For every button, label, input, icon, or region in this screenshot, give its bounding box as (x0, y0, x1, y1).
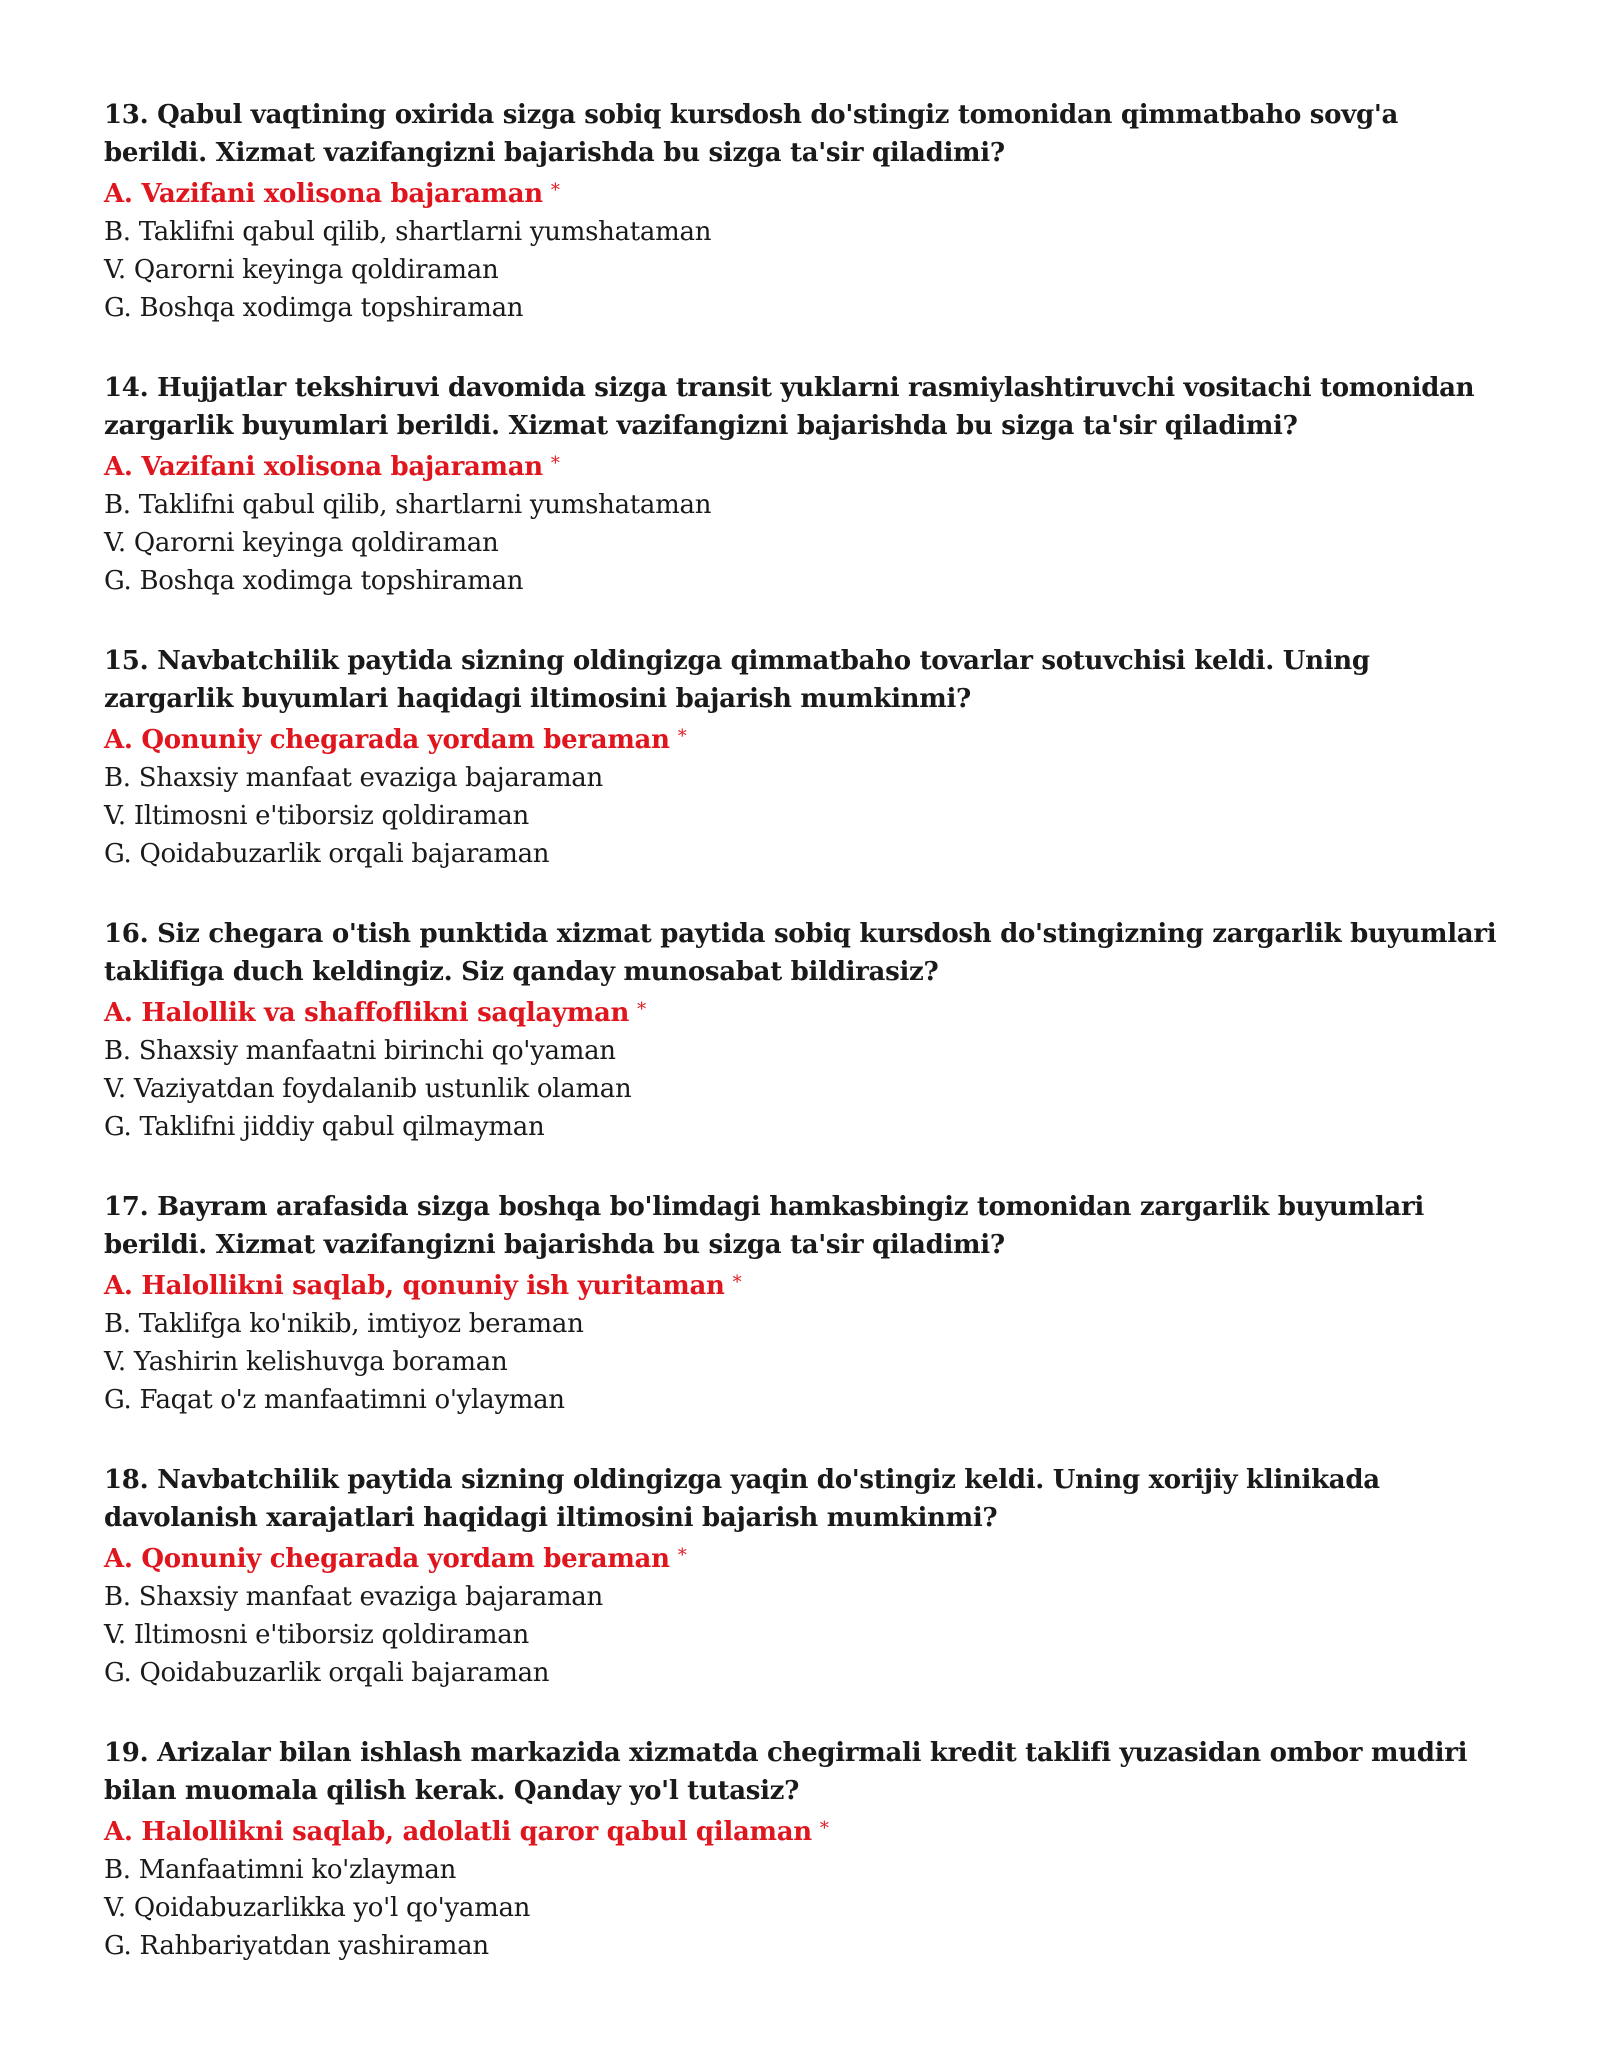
option-g: G. Boshqa xodimga topshiraman (104, 293, 524, 323)
question-text: 19. Arizalar bilan ishlash markazida xizmatda chegirmali kredit taklifi yuzasidan ombor mudiri bilan muomala qilish kerak. Qanday yo'l tutasiz? (104, 1738, 1468, 1806)
question-list (104, 96, 1504, 2007)
option-g: G. Rahbariyatdan yashiraman (104, 1931, 489, 1961)
option-v: V. Yashirin kelishuvga boraman (104, 1347, 508, 1377)
option-list (104, 172, 1504, 327)
question-15 (104, 642, 1504, 873)
option-list (104, 1537, 1504, 1692)
option-v: V. Iltimosni e'tiborsiz qoldiraman (104, 1620, 529, 1650)
option-a-correct (104, 718, 1504, 759)
option-a-correct (104, 1810, 1504, 1851)
option-v: V. Iltimosni e'tiborsiz qoldiraman (104, 801, 529, 831)
option-a-correct (104, 172, 1504, 213)
question-text: 15. Navbatchilik paytida sizning oldingizga qimmatbaho tovarlar sotuvchisi keldi. Uning zargarlik buyumlari haqidagi iltimosini bajarish mumkinmi? (104, 646, 1370, 714)
option-v: V. Qarorni keyinga qoldiraman (104, 528, 499, 558)
correct-answer-mark: * (637, 999, 646, 1020)
question-text: 17. Bayram arafasida sizga boshqa bo'limdagi hamkasbingiz tomonidan zargarlik buyumlari berildi. Xizmat vazifangizni bajarishda bu sizga ta'sir qiladimi? (104, 1192, 1424, 1260)
option-g: G. Taklifni jiddiy qabul qilmayman (104, 1112, 545, 1142)
question-13 (104, 96, 1504, 327)
option-a-correct (104, 445, 1504, 486)
option-label: A. Halollikni saqlab, qonuniy ish yuritaman (104, 1271, 725, 1301)
correct-answer-mark: * (550, 453, 560, 474)
option-a-correct (104, 991, 1504, 1032)
option-label: A. Halollikni saqlab, adolatli qaror qabul qilaman (104, 1817, 812, 1847)
option-list (104, 1810, 1504, 1965)
option-label: A. Halollik va shaffoflikni saqlayman (104, 998, 630, 1028)
question-text: 14. Hujjatlar tekshiruvi davomida sizga transit yuklarni rasmiylashtiruvchi vositachi tomonidan zargarlik buyumlari berildi. Xizmat vazifangizni bajarishda bu sizga ta'sir qiladimi? (104, 373, 1475, 441)
question-19 (104, 1734, 1504, 1965)
option-list (104, 445, 1504, 600)
question-17 (104, 1188, 1504, 1419)
option-g: G. Boshqa xodimga topshiraman (104, 566, 524, 596)
option-b: B. Manfaatimni ko'zlayman (104, 1855, 457, 1885)
option-b: B. Taklifni qabul qilib, shartlarni yumshataman (104, 217, 712, 247)
option-list (104, 1264, 1504, 1419)
option-label: A. Vazifani xolisona bajaraman (104, 452, 543, 482)
option-g: G. Qoidabuzarlik orqali bajaraman (104, 1658, 550, 1688)
question-18 (104, 1461, 1504, 1692)
correct-answer-mark: * (677, 1545, 687, 1566)
option-b: B. Shaxsiy manfaat evaziga bajaraman (104, 1582, 603, 1612)
correct-answer-mark: * (677, 726, 687, 747)
option-b: B. Shaxsiy manfaatni birinchi qo'yaman (104, 1036, 616, 1066)
correct-answer-mark: * (550, 180, 560, 201)
option-b: B. Taklifni qabul qilib, shartlarni yumshataman (104, 490, 712, 520)
question-14 (104, 369, 1504, 600)
correct-answer-mark: * (732, 1272, 742, 1293)
option-a-correct (104, 1264, 1504, 1305)
option-v: V. Qoidabuzarlikka yo'l qo'yaman (104, 1893, 531, 1923)
option-g: G. Faqat o'z manfaatimni o'ylayman (104, 1385, 565, 1415)
question-16 (104, 915, 1504, 1146)
option-a-correct (104, 1537, 1504, 1578)
option-b: B. Shaxsiy manfaat evaziga bajaraman (104, 763, 603, 793)
question-text: 16. Siz chegara o'tish punktida xizmat paytida sobiq kursdosh do'stingizning zargarlik buyumlari taklifiga duch keldingiz. Siz qanday munosabat bildirasiz? (104, 919, 1497, 987)
option-v: V. Qarorni keyinga qoldiraman (104, 255, 499, 285)
option-label: A. Vazifani xolisona bajaraman (104, 179, 543, 209)
option-list (104, 718, 1504, 873)
option-v: V. Vaziyatdan foydalanib ustunlik olaman (104, 1074, 632, 1104)
option-b: B. Taklifga ko'nikib, imtiyoz beraman (104, 1309, 584, 1339)
correct-answer-mark: * (819, 1818, 829, 1839)
option-label: A. Qonuniy chegarada yordam beraman (104, 725, 670, 755)
option-g: G. Qoidabuzarlik orqali bajaraman (104, 839, 550, 869)
question-text: 18. Navbatchilik paytida sizning oldingizga yaqin do'stingiz keldi. Uning xorijiy klinikada davolanish xarajatlari haqidagi iltimosini bajarish mumkinmi? (104, 1465, 1380, 1533)
option-list (104, 991, 1504, 1146)
question-text: 13. Qabul vaqtining oxirida sizga sobiq kursdosh do'stingiz tomonidan qimmatbaho sovg'a berildi. Xizmat vazifangizni bajarishda bu sizga ta'sir qiladimi? (104, 100, 1399, 168)
option-label: A. Qonuniy chegarada yordam beraman (104, 1544, 670, 1574)
